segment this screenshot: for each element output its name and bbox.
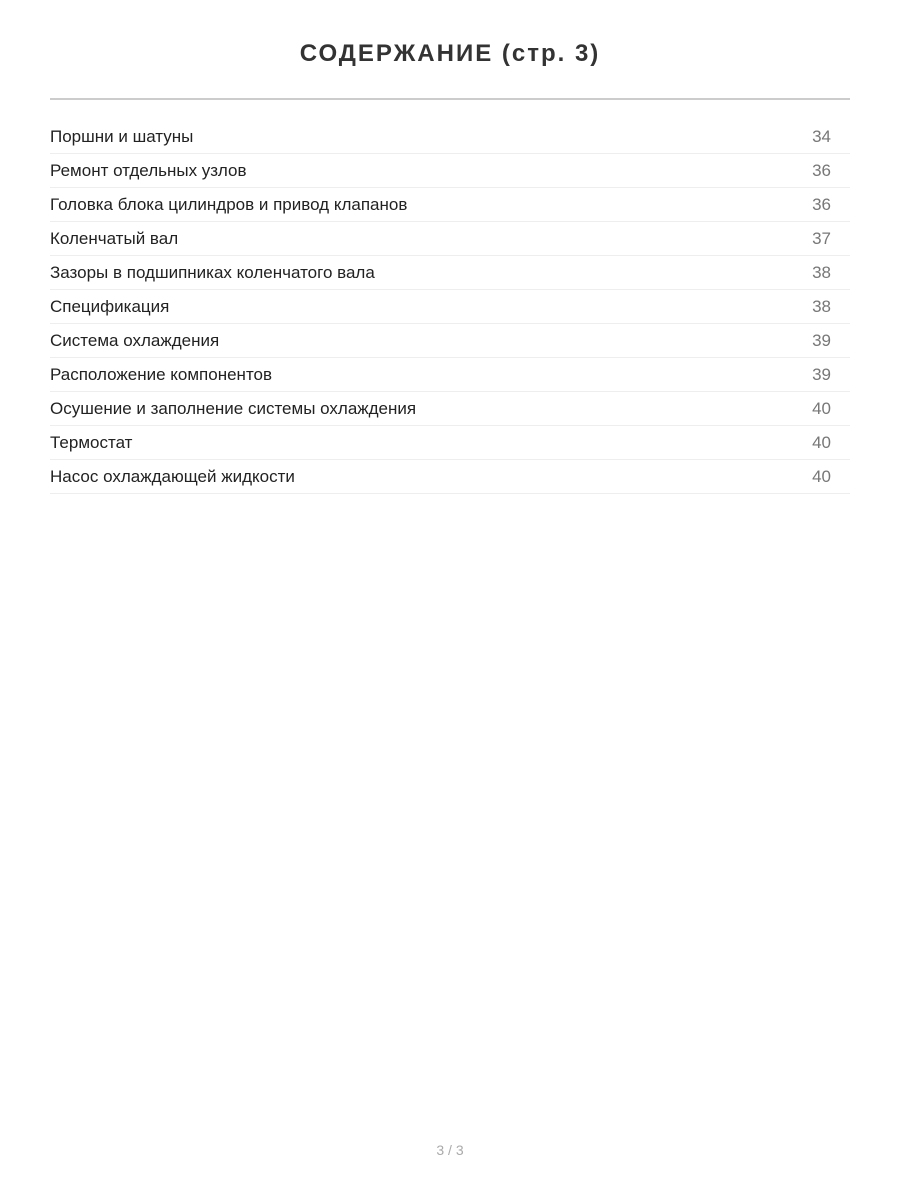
toc-entry-title: Насос охлаждающей жидкости — [50, 467, 295, 486]
title-divider — [50, 98, 850, 100]
toc-entry-title: Головка блока цилиндров и привод клапанов — [50, 195, 408, 214]
toc-entry-page: 37 — [812, 229, 831, 248]
toc-entry[interactable] — [50, 290, 850, 324]
toc-entry-page: 36 — [812, 161, 831, 180]
toc-entry[interactable] — [50, 426, 850, 460]
toc-entry-page: 39 — [812, 331, 831, 350]
page-title: СОДЕРЖАНИЕ (стр. 3) — [299, 40, 601, 67]
toc-entry-title: Расположение компонентов — [50, 365, 273, 384]
toc-entry-page: 40 — [812, 433, 831, 452]
toc-entry-title: Система охлаждения — [50, 331, 220, 350]
toc-entry[interactable] — [50, 256, 850, 290]
toc-entry-page: 36 — [812, 195, 831, 214]
toc-entry-title: Коленчатый вал — [50, 229, 179, 248]
toc-entry-title: Осушение и заполнение системы охлаждения — [50, 399, 417, 418]
page-indicator: 3 / 3 — [436, 1142, 464, 1158]
toc-entry[interactable] — [50, 154, 850, 188]
toc-entry-title: Ремонт отдельных узлов — [50, 161, 247, 180]
toc-entry-page: 40 — [812, 399, 831, 418]
toc-entry-title: Поршни и шатуны — [50, 127, 194, 146]
toc-entry[interactable] — [50, 222, 850, 256]
toc-entry[interactable] — [50, 358, 850, 392]
toc-entry-title: Термостат — [50, 433, 133, 452]
toc-entry[interactable] — [50, 324, 850, 358]
toc-entry[interactable] — [50, 188, 850, 222]
toc-entry-page: 39 — [812, 365, 831, 384]
table-of-contents — [50, 120, 850, 494]
toc-entry[interactable] — [50, 460, 850, 494]
toc-entry[interactable] — [50, 120, 850, 154]
toc-entry[interactable] — [50, 392, 850, 426]
toc-entry-title: Зазоры в подшипниках коленчатого вала — [50, 263, 375, 282]
toc-entry-page: 40 — [812, 467, 831, 486]
toc-entry-page: 34 — [812, 127, 831, 146]
toc-entry-page: 38 — [812, 263, 831, 282]
toc-entry-page: 38 — [812, 297, 831, 316]
toc-entry-title: Спецификация — [50, 297, 170, 316]
